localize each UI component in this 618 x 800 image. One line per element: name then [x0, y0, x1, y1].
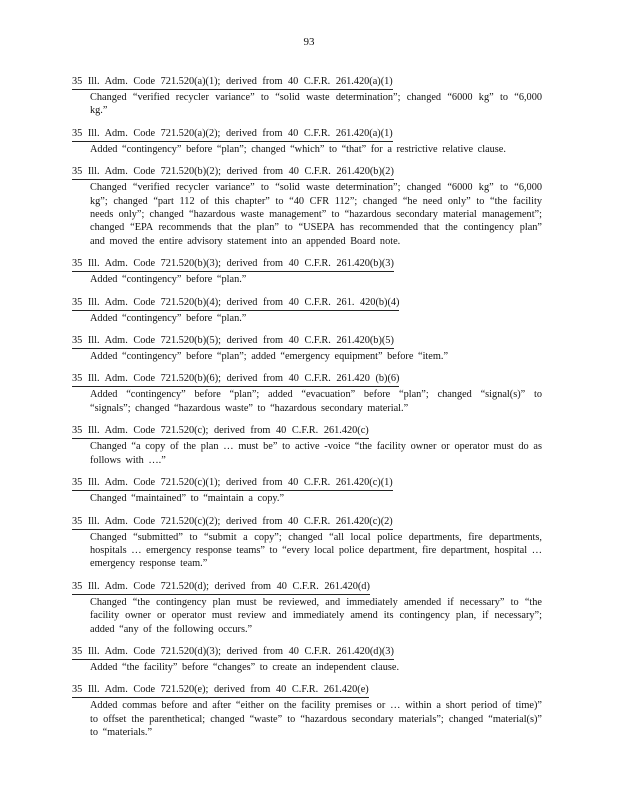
entry-4 [72, 253, 542, 286]
entry-heading: 35 Ill. Adm. Code 721.520(b)(3); derived from 40 C.F.R. 261.420(b)(3) [72, 258, 394, 272]
entry-text: Changed “verified recycler variance” to “solid waste determination”; changed “6000 kg” to “6,000 kg”; changed “part 112 of this chapter” to “40 CFR 112”; changed “he need only” to “the facility needs only”; changed “hazardous waste management” to “hazardous secondary material management”; changed “EPA recommends that the plan” to “USEPA has recommended that the contingency plan” and moved the entire advisory statement into an appended Board note. [90, 182, 542, 247]
entry-heading: 35 Ill. Adm. Code 721.520(a)(2); derived from 40 C.F.R. 261.420(a)(1) [72, 128, 393, 142]
entry-11 [72, 576, 542, 636]
entry-6 [72, 330, 542, 363]
entry-text: Added “contingency” before “plan.” [90, 274, 247, 286]
entry-text: Added “contingency” before “plan.” [90, 312, 247, 324]
entry-3 [72, 161, 542, 248]
entry-heading: 35 Ill. Adm. Code 721.520(e); derived from 40 C.F.R. 261.420(e) [72, 684, 369, 698]
entry-heading: 35 Ill. Adm. Code 721.520(d)(3); derived from 40 C.F.R. 261.420(d)(3) [72, 646, 394, 660]
entry-text: Changed “the contingency plan must be reviewed, and immediately amended if necessary” to “the facility owner or operator must review and immediately amend its contingency plan, if necessary”; added “any of the following occurs.” [90, 596, 542, 635]
entry-heading: 35 Ill. Adm. Code 721.520(c)(2); derived from 40 C.F.R. 261.420(c)(2) [72, 516, 393, 530]
entry-13 [72, 679, 542, 739]
entry-10 [72, 511, 542, 571]
entry-5 [72, 292, 542, 325]
entry-text: Added “the facility” before “changes” to create an independent clause. [90, 661, 400, 673]
entry-8 [72, 420, 542, 467]
entry-7 [72, 368, 542, 415]
entry-text: Added “contingency” before “plan”; changed “which” to “that” for a restrictive relative clause. [90, 143, 506, 155]
entry-1 [72, 71, 542, 118]
entry-text: Added “contingency” before “plan”; added “evacuation” before “plan”; changed “signal(s)” to “signals”; changed “hazardous waste” to “hazardous secondary material.” [90, 389, 542, 414]
page-number: 93 [303, 36, 315, 48]
entry-text: Changed “verified recycler variance” to “solid waste determination”; changed “6000 kg” to “6,000 kg.” [90, 92, 542, 117]
entry-2 [72, 123, 542, 156]
entry-heading: 35 Ill. Adm. Code 721.520(c)(1); derived from 40 C.F.R. 261.420(c)(1) [72, 477, 393, 491]
entry-text: Changed “a copy of the plan … must be” to active -voice “the facility owner or operator must do as follows with ….” [90, 441, 542, 466]
entry-heading: 35 Ill. Adm. Code 721.520(b)(2); derived from 40 C.F.R. 261.420(b)(2) [72, 166, 394, 180]
document-body [72, 71, 542, 745]
entry-text: Changed “maintained” to “maintain a copy.” [90, 493, 285, 505]
entry-heading: 35 Ill. Adm. Code 721.520(a)(1); derived from 40 C.F.R. 261.420(a)(1) [72, 76, 393, 90]
entry-heading: 35 Ill. Adm. Code 721.520(c); derived from 40 C.F.R. 261.420(c) [72, 425, 369, 439]
entry-heading: 35 Ill. Adm. Code 721.520(d); derived from 40 C.F.R. 261.420(d) [72, 581, 370, 595]
entry-9 [72, 472, 542, 505]
entry-text: Added commas before and after “either on the facility premises or … within a short period of time)” to offset the parenthetical; changed “waste” to “hazardous secondary materials”; changed “material(s)” to “materials.” [90, 700, 542, 739]
entry-text: Changed “submitted” to “submit a copy”; changed “all local police departments, fire departments, hospitals … emergency response teams” to “every local police department, fire department, hospital … emergency response team.” [90, 531, 542, 570]
entry-heading: 35 Ill. Adm. Code 721.520(b)(4); derived from 40 C.F.R. 261. 420(b)(4) [72, 297, 399, 311]
entry-heading: 35 Ill. Adm. Code 721.520(b)(5); derived from 40 C.F.R. 261.420(b)(5) [72, 335, 394, 349]
entry-text: Added “contingency” before “plan”; added “emergency equipment” before “item.” [90, 351, 449, 363]
entry-12 [72, 641, 542, 674]
entry-heading: 35 Ill. Adm. Code 721.520(b)(6); derived from 40 C.F.R. 261.420 (b)(6) [72, 373, 399, 387]
